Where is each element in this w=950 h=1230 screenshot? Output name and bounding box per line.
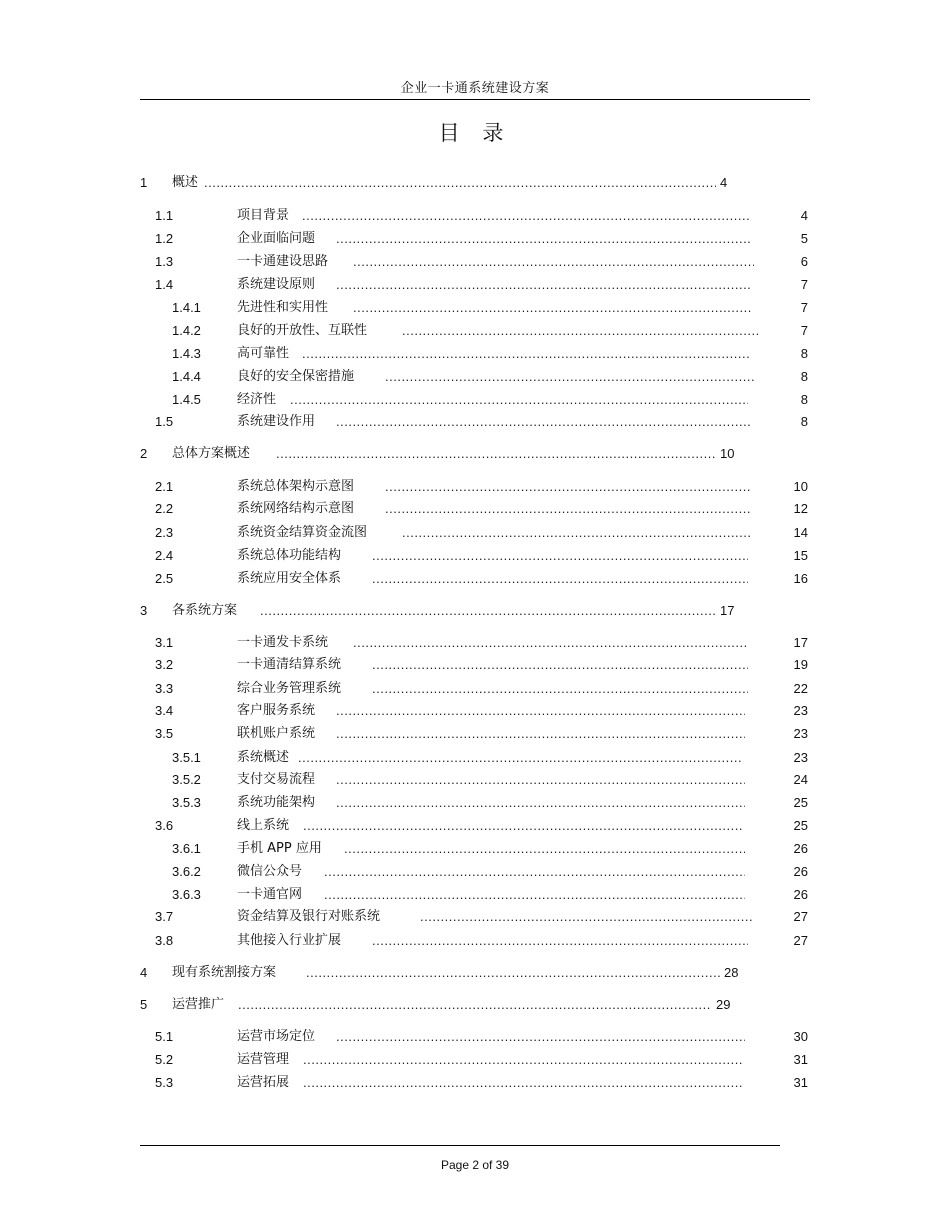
toc-leader-dots <box>402 524 752 542</box>
toc-entry-title: 微信公众号 <box>237 864 303 879</box>
toc-entry-page: 31 <box>793 1075 808 1090</box>
toc-leader-dots <box>336 794 745 812</box>
toc-leader-dots <box>324 886 745 904</box>
toc-entry-number: 3.7 <box>155 909 174 924</box>
document-header-title: 企业一卡通系统建设方案 <box>400 81 550 96</box>
toc-entry[interactable] <box>0 634 950 652</box>
toc-entry-page: 16 <box>793 571 808 586</box>
toc-entry[interactable] <box>0 524 950 542</box>
toc-entry[interactable] <box>0 996 950 1014</box>
header-divider <box>140 99 810 100</box>
toc-entry-number: 3.6 <box>155 818 174 833</box>
toc-entry[interactable] <box>0 840 950 858</box>
toc-entry-page: 28 <box>724 965 739 980</box>
toc-entry[interactable] <box>0 570 950 588</box>
toc-entry[interactable] <box>0 908 950 926</box>
toc-entry-page: 19 <box>793 657 808 672</box>
toc-entry[interactable] <box>0 299 950 317</box>
toc-entry[interactable] <box>0 1074 950 1092</box>
toc-leader-dots <box>260 602 716 620</box>
toc-entry-title: 系统概述 <box>237 750 290 765</box>
toc-entry[interactable] <box>0 602 950 620</box>
toc-entry[interactable] <box>0 345 950 363</box>
toc-entry[interactable] <box>0 702 950 720</box>
toc-entry-title: 一卡通清结算系统 <box>237 657 342 672</box>
toc-entry-number: 1.4.3 <box>172 346 201 361</box>
toc-entry[interactable] <box>0 817 950 835</box>
toc-entry-page: 23 <box>793 750 808 765</box>
toc-leader-dots <box>336 276 752 294</box>
toc-entry-number: 1 <box>140 175 148 190</box>
toc-entry[interactable] <box>0 932 950 950</box>
page-number: Page 2 of 39 <box>440 1158 510 1172</box>
toc-entry-title: 客户服务系统 <box>237 703 316 718</box>
toc-leader-dots <box>336 725 745 743</box>
toc-entry-number: 1.4.2 <box>172 323 201 338</box>
toc-entry-number: 3.5 <box>155 726 174 741</box>
toc-leader-dots <box>344 840 745 858</box>
toc-entry-page: 15 <box>793 548 808 563</box>
toc-entry[interactable] <box>0 478 950 496</box>
toc-leader-dots <box>336 413 752 431</box>
toc-entry-page: 7 <box>800 300 808 315</box>
toc-entry-page: 4 <box>720 175 728 190</box>
toc-entry[interactable] <box>0 276 950 294</box>
toc-entry-title: 总体方案概述 <box>172 446 251 461</box>
toc-entry-page: 7 <box>800 323 808 338</box>
toc-leader-dots <box>238 996 712 1014</box>
toc-entry[interactable] <box>0 368 950 386</box>
toc-entry-title: 各系统方案 <box>172 603 238 618</box>
toc-entry[interactable] <box>0 964 950 982</box>
toc-leader-dots <box>336 230 752 248</box>
toc-entry-page: 26 <box>793 887 808 902</box>
toc-entry-number: 5.1 <box>155 1029 174 1044</box>
footer-divider <box>140 1145 780 1146</box>
toc-entry-title: 一卡通发卡系统 <box>237 635 329 650</box>
toc-entry-number: 5.3 <box>155 1075 174 1090</box>
toc-entry-title: 现有系统割接方案 <box>172 965 277 980</box>
toc-leader-dots <box>372 932 748 950</box>
toc-leader-dots <box>290 391 748 409</box>
toc-leader-dots <box>302 345 750 363</box>
toc-entry-number: 5 <box>140 997 148 1012</box>
toc-entry-page: 26 <box>793 864 808 879</box>
toc-entry-title: 概述 <box>172 175 199 190</box>
toc-entry-number: 1.4.4 <box>172 369 201 384</box>
toc-entry-number: 3 <box>140 603 148 618</box>
toc-entry-title: 良好的安全保密措施 <box>237 369 355 384</box>
toc-entry-page: 8 <box>800 346 808 361</box>
toc-entry-page: 25 <box>793 795 808 810</box>
toc-entry-number: 3.5.3 <box>172 795 201 810</box>
toc-entry[interactable] <box>0 391 950 409</box>
toc-entry[interactable] <box>0 656 950 674</box>
toc-entry-title: 线上系统 <box>237 818 290 833</box>
toc-entry[interactable] <box>0 207 950 225</box>
toc-leader-dots <box>298 749 742 767</box>
toc-entry[interactable] <box>0 322 950 340</box>
toc-entry-number: 3.3 <box>155 681 174 696</box>
toc-entry-page: 7 <box>800 277 808 292</box>
toc-entry[interactable] <box>0 413 950 431</box>
toc-entry[interactable] <box>0 794 950 812</box>
toc-entry-page: 8 <box>800 369 808 384</box>
toc-leader-dots <box>303 817 742 835</box>
toc-leader-dots <box>385 500 750 518</box>
toc-entry-title: 手机 APP 应用 <box>237 841 322 856</box>
toc-entry-page: 29 <box>716 997 731 1012</box>
toc-entry-page: 17 <box>720 603 735 618</box>
toc-entry-title: 系统功能架构 <box>237 795 316 810</box>
toc-entry-number: 3.5.1 <box>172 750 201 765</box>
toc-entry-number: 1.1 <box>155 208 174 223</box>
toc-entry-title: 运营推广 <box>172 997 225 1012</box>
toc-entry-title: 高可靠性 <box>237 346 290 361</box>
toc-entry-title: 一卡通官网 <box>237 887 303 902</box>
toc-entry-page: 10 <box>720 446 735 461</box>
toc-entry-page: 27 <box>793 909 808 924</box>
toc-entry-page: 17 <box>793 635 808 650</box>
toc-leader-dots <box>353 253 754 271</box>
toc-leader-dots <box>303 1074 742 1092</box>
toc-entry-number: 3.8 <box>155 933 174 948</box>
toc-entry[interactable] <box>0 680 950 698</box>
toc-entry-number: 2.3 <box>155 525 174 540</box>
toc-entry[interactable] <box>0 1028 950 1046</box>
toc-entry-number: 1.3 <box>155 254 174 269</box>
toc-entry-number: 3.4 <box>155 703 174 718</box>
toc-entry-title: 先进性和实用性 <box>237 300 329 315</box>
toc-leader-dots <box>276 445 716 463</box>
toc-entry-number: 2.2 <box>155 501 174 516</box>
toc-entry-page: 8 <box>800 414 808 429</box>
toc-entry[interactable] <box>0 230 950 248</box>
toc-entry[interactable] <box>0 725 950 743</box>
toc-entry[interactable] <box>0 749 950 767</box>
toc-entry-page: 30 <box>793 1029 808 1044</box>
toc-entry[interactable] <box>0 547 950 565</box>
toc-heading: 目 录 <box>438 121 512 145</box>
toc-entry-page: 23 <box>793 703 808 718</box>
toc-entry-page: 24 <box>793 772 808 787</box>
toc-entry-number: 2.5 <box>155 571 174 586</box>
toc-entry[interactable] <box>0 863 950 881</box>
toc-entry-title: 运营拓展 <box>237 1075 290 1090</box>
toc-leader-dots <box>385 368 756 386</box>
toc-entry-title: 系统总体架构示意图 <box>237 479 355 494</box>
toc-leader-dots <box>372 680 748 698</box>
toc-leader-dots <box>372 656 748 674</box>
toc-entry-page: 25 <box>793 818 808 833</box>
toc-entry-number: 2 <box>140 446 148 461</box>
toc-entry-number: 3.6.2 <box>172 864 201 879</box>
toc-leader-dots <box>302 207 750 225</box>
toc-entry[interactable] <box>0 1051 950 1069</box>
toc-entry-title: 联机账户系统 <box>237 726 316 741</box>
toc-leader-dots <box>204 174 716 192</box>
toc-entry-title: 项目背景 <box>237 208 290 223</box>
toc-leader-dots <box>336 771 745 789</box>
toc-entry-page: 12 <box>793 501 808 516</box>
toc-leader-dots <box>385 478 750 496</box>
toc-entry-number: 1.4.5 <box>172 392 201 407</box>
toc-entry-page: 22 <box>793 681 808 696</box>
toc-leader-dots <box>336 702 745 720</box>
toc-entry-page: 23 <box>793 726 808 741</box>
toc-entry-number: 3.6.3 <box>172 887 201 902</box>
toc-entry-title: 企业面临问题 <box>237 231 316 246</box>
toc-entry[interactable] <box>0 500 950 518</box>
toc-entry-title: 良好的开放性、互联性 <box>237 323 368 338</box>
toc-entry-title: 经济性 <box>237 392 277 407</box>
toc-entry-number: 2.1 <box>155 479 174 494</box>
toc-entry-title: 系统总体功能结构 <box>237 548 342 563</box>
toc-entry-number: 4 <box>140 965 148 980</box>
toc-entry-number: 1.4.1 <box>172 300 201 315</box>
toc-entry-title: 支付交易流程 <box>237 772 316 787</box>
toc-entry-page: 14 <box>793 525 808 540</box>
toc-entry-page: 5 <box>800 231 808 246</box>
toc-entry-number: 3.1 <box>155 635 174 650</box>
toc-entry-title: 其他接入行业扩展 <box>237 933 342 948</box>
toc-leader-dots <box>303 1051 742 1069</box>
toc-leader-dots <box>372 570 748 588</box>
toc-entry-page: 27 <box>793 933 808 948</box>
toc-entry[interactable] <box>0 886 950 904</box>
toc-leader-dots <box>336 1028 745 1046</box>
toc-entry-page: 6 <box>800 254 808 269</box>
toc-entry[interactable] <box>0 771 950 789</box>
toc-entry-number: 3.5.2 <box>172 772 201 787</box>
toc-leader-dots <box>353 299 752 317</box>
toc-entry-title: 系统建设作用 <box>237 414 316 429</box>
toc-leader-dots <box>420 908 752 926</box>
toc-entry[interactable] <box>0 445 950 463</box>
toc-leader-dots <box>372 547 748 565</box>
toc-entry-title: 运营市场定位 <box>237 1029 316 1044</box>
toc-entry-number: 1.2 <box>155 231 174 246</box>
toc-entry-title: 系统资金结算资金流图 <box>237 525 368 540</box>
toc-entry[interactable] <box>0 174 950 192</box>
toc-entry-number: 3.6.1 <box>172 841 201 856</box>
toc-entry-number: 2.4 <box>155 548 174 563</box>
toc-entry-number: 1.5 <box>155 414 174 429</box>
toc-entry-title: 运营管理 <box>237 1052 290 1067</box>
toc-entry-page: 4 <box>800 208 808 223</box>
toc-entry-title: 系统建设原则 <box>237 277 316 292</box>
toc-entry-title: 综合业务管理系统 <box>237 681 342 696</box>
toc-entry-page: 26 <box>793 841 808 856</box>
toc-entry-number: 3.2 <box>155 657 174 672</box>
toc-entry-number: 1.4 <box>155 277 174 292</box>
toc-entry-page: 31 <box>793 1052 808 1067</box>
toc-leader-dots <box>306 964 720 982</box>
toc-leader-dots <box>402 322 758 340</box>
toc-entry-title: 系统网络结构示意图 <box>237 501 355 516</box>
toc-entry-title: 资金结算及银行对账系统 <box>237 909 381 924</box>
toc-entry-number: 5.2 <box>155 1052 174 1067</box>
toc-entry-title: 系统应用安全体系 <box>237 571 342 586</box>
toc-entry-page: 10 <box>793 479 808 494</box>
toc-entry-page: 8 <box>800 392 808 407</box>
toc-entry[interactable] <box>0 253 950 271</box>
toc-leader-dots <box>353 634 748 652</box>
toc-entry-title: 一卡通建设思路 <box>237 254 329 269</box>
toc-leader-dots <box>324 863 745 881</box>
